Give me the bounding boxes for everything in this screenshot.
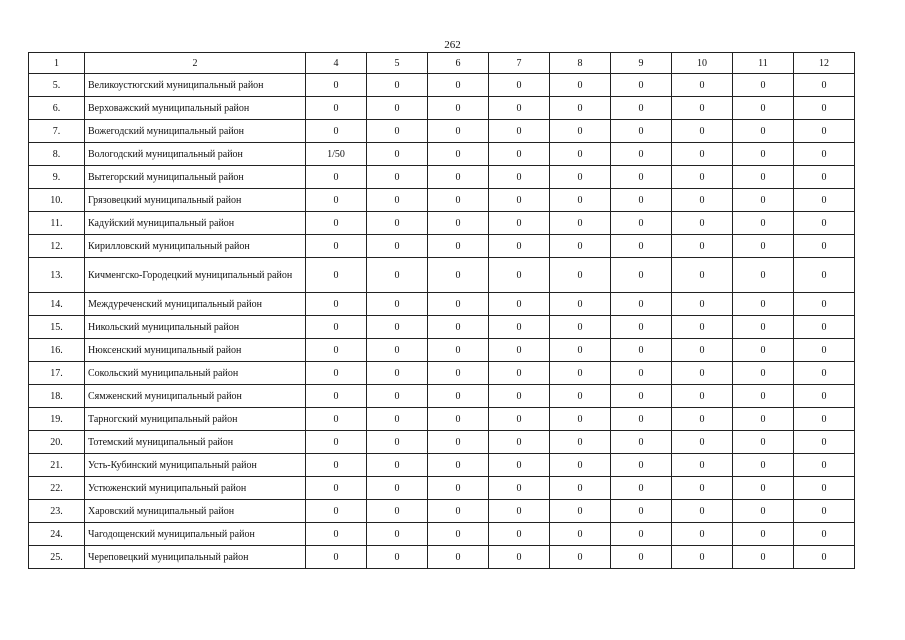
value-cell: 0 xyxy=(428,546,489,569)
column-header: 11 xyxy=(733,53,794,74)
value-cell: 0 xyxy=(672,523,733,546)
row-number: 20. xyxy=(29,431,85,454)
header-row xyxy=(29,53,855,74)
value-cell: 0 xyxy=(306,293,367,316)
row-number: 22. xyxy=(29,477,85,500)
value-cell: 0 xyxy=(367,500,428,523)
row-number: 6. xyxy=(29,97,85,120)
value-cell: 0 xyxy=(550,546,611,569)
row-number: 19. xyxy=(29,408,85,431)
value-cell: 0 xyxy=(550,431,611,454)
value-cell: 0 xyxy=(428,97,489,120)
district-name: Вытегорский муниципальный район xyxy=(85,166,306,189)
value-cell: 0 xyxy=(428,166,489,189)
value-cell: 0 xyxy=(306,500,367,523)
table-row xyxy=(29,339,855,362)
value-cell: 0 xyxy=(306,546,367,569)
value-cell: 0 xyxy=(550,143,611,166)
row-number: 10. xyxy=(29,189,85,212)
district-table xyxy=(28,52,855,569)
district-name: Нюксенский муниципальный район xyxy=(85,339,306,362)
value-cell: 0 xyxy=(794,212,855,235)
value-cell: 0 xyxy=(733,431,794,454)
value-cell: 0 xyxy=(489,523,550,546)
value-cell: 0 xyxy=(672,143,733,166)
row-number: 9. xyxy=(29,166,85,189)
value-cell: 0 xyxy=(489,74,550,97)
column-header: 7 xyxy=(489,53,550,74)
value-cell: 0 xyxy=(428,362,489,385)
value-cell: 0 xyxy=(306,189,367,212)
table-row xyxy=(29,166,855,189)
value-cell: 0 xyxy=(611,431,672,454)
row-number: 24. xyxy=(29,523,85,546)
value-cell: 0 xyxy=(733,523,794,546)
row-number: 15. xyxy=(29,316,85,339)
row-number: 25. xyxy=(29,546,85,569)
value-cell: 0 xyxy=(489,212,550,235)
value-cell: 0 xyxy=(672,212,733,235)
value-cell: 0 xyxy=(367,523,428,546)
row-number: 12. xyxy=(29,235,85,258)
value-cell: 0 xyxy=(550,235,611,258)
table-row xyxy=(29,120,855,143)
table-row xyxy=(29,293,855,316)
row-number: 13. xyxy=(29,258,85,293)
value-cell: 0 xyxy=(428,316,489,339)
value-cell: 0 xyxy=(489,546,550,569)
table-row xyxy=(29,408,855,431)
value-cell: 0 xyxy=(489,431,550,454)
value-cell: 0 xyxy=(489,120,550,143)
value-cell: 0 xyxy=(794,500,855,523)
row-number: 18. xyxy=(29,385,85,408)
value-cell: 0 xyxy=(611,293,672,316)
value-cell: 0 xyxy=(794,316,855,339)
value-cell: 0 xyxy=(733,454,794,477)
value-cell: 0 xyxy=(611,523,672,546)
value-cell: 0 xyxy=(611,316,672,339)
value-cell: 0 xyxy=(672,408,733,431)
value-cell: 0 xyxy=(794,235,855,258)
value-cell: 0 xyxy=(306,258,367,293)
value-cell: 0 xyxy=(672,258,733,293)
column-header: 4 xyxy=(306,53,367,74)
value-cell: 0 xyxy=(733,235,794,258)
row-number: 8. xyxy=(29,143,85,166)
value-cell: 0 xyxy=(733,97,794,120)
district-name: Череповецкий муниципальный район xyxy=(85,546,306,569)
value-cell: 0 xyxy=(489,408,550,431)
value-cell: 0 xyxy=(550,454,611,477)
value-cell: 0 xyxy=(367,212,428,235)
value-cell: 0 xyxy=(550,166,611,189)
column-header: 5 xyxy=(367,53,428,74)
district-name: Усть-Кубинский муниципальный район xyxy=(85,454,306,477)
table-row xyxy=(29,546,855,569)
row-number: 5. xyxy=(29,74,85,97)
value-cell: 0 xyxy=(672,166,733,189)
value-cell: 0 xyxy=(611,189,672,212)
value-cell: 0 xyxy=(306,339,367,362)
table-row xyxy=(29,74,855,97)
column-header: 9 xyxy=(611,53,672,74)
value-cell: 0 xyxy=(611,258,672,293)
column-header: 12 xyxy=(794,53,855,74)
district-name: Сямженский муниципальный район xyxy=(85,385,306,408)
value-cell: 0 xyxy=(611,339,672,362)
value-cell: 0 xyxy=(489,339,550,362)
value-cell: 0 xyxy=(733,546,794,569)
value-cell: 0 xyxy=(672,316,733,339)
value-cell: 0 xyxy=(306,477,367,500)
value-cell: 0 xyxy=(489,258,550,293)
district-name: Чагодощенский муниципальный район xyxy=(85,523,306,546)
value-cell: 0 xyxy=(367,339,428,362)
district-name: Вологодский муниципальный район xyxy=(85,143,306,166)
value-cell: 0 xyxy=(367,74,428,97)
value-cell: 0 xyxy=(550,523,611,546)
value-cell: 0 xyxy=(428,74,489,97)
value-cell: 0 xyxy=(672,120,733,143)
table-body xyxy=(29,53,855,569)
value-cell: 0 xyxy=(611,546,672,569)
value-cell: 0 xyxy=(489,189,550,212)
value-cell: 0 xyxy=(428,143,489,166)
value-cell: 0 xyxy=(428,339,489,362)
value-cell: 0 xyxy=(611,454,672,477)
value-cell: 0 xyxy=(489,166,550,189)
value-cell: 0 xyxy=(550,212,611,235)
value-cell: 0 xyxy=(367,546,428,569)
value-cell: 0 xyxy=(611,74,672,97)
value-cell: 0 xyxy=(672,431,733,454)
value-cell: 0 xyxy=(489,385,550,408)
row-number: 21. xyxy=(29,454,85,477)
value-cell: 0 xyxy=(428,258,489,293)
value-cell: 0 xyxy=(367,431,428,454)
value-cell: 0 xyxy=(794,523,855,546)
value-cell: 0 xyxy=(428,212,489,235)
value-cell: 0 xyxy=(306,362,367,385)
row-number: 16. xyxy=(29,339,85,362)
value-cell: 0 xyxy=(733,120,794,143)
value-cell: 0 xyxy=(733,143,794,166)
table-row xyxy=(29,477,855,500)
table-row xyxy=(29,189,855,212)
value-cell: 0 xyxy=(550,362,611,385)
value-cell: 0 xyxy=(306,97,367,120)
value-cell: 0 xyxy=(489,500,550,523)
table-row xyxy=(29,212,855,235)
value-cell: 0 xyxy=(672,97,733,120)
value-cell: 0 xyxy=(306,212,367,235)
value-cell: 0 xyxy=(733,362,794,385)
value-cell: 0 xyxy=(611,362,672,385)
table-row xyxy=(29,454,855,477)
value-cell: 0 xyxy=(550,385,611,408)
table-row xyxy=(29,523,855,546)
value-cell: 0 xyxy=(733,408,794,431)
district-name: Верховажский муниципальный район xyxy=(85,97,306,120)
value-cell: 0 xyxy=(489,316,550,339)
value-cell: 0 xyxy=(611,97,672,120)
value-cell: 0 xyxy=(794,258,855,293)
value-cell: 0 xyxy=(367,293,428,316)
value-cell: 0 xyxy=(367,97,428,120)
value-cell: 0 xyxy=(550,74,611,97)
value-cell: 0 xyxy=(733,189,794,212)
page-number: 262 xyxy=(444,39,461,51)
value-cell: 0 xyxy=(794,477,855,500)
table-row xyxy=(29,258,855,293)
value-cell: 0 xyxy=(428,235,489,258)
value-cell: 0 xyxy=(550,120,611,143)
value-cell: 0 xyxy=(367,235,428,258)
district-name: Вожегодский муниципальный район xyxy=(85,120,306,143)
value-cell: 0 xyxy=(428,120,489,143)
column-header: 8 xyxy=(550,53,611,74)
value-cell: 0 xyxy=(794,189,855,212)
district-name: Харовский муниципальный район xyxy=(85,500,306,523)
value-cell: 0 xyxy=(794,97,855,120)
district-name: Никольский муниципальный район xyxy=(85,316,306,339)
table-row xyxy=(29,500,855,523)
table-row xyxy=(29,431,855,454)
column-header: 2 xyxy=(85,53,306,74)
value-cell: 0 xyxy=(672,339,733,362)
value-cell: 0 xyxy=(611,120,672,143)
value-cell: 0 xyxy=(306,74,367,97)
district-name: Грязовецкий муниципальный район xyxy=(85,189,306,212)
district-name: Устюженский муниципальный район xyxy=(85,477,306,500)
value-cell: 0 xyxy=(367,316,428,339)
value-cell: 0 xyxy=(428,189,489,212)
value-cell: 0 xyxy=(794,454,855,477)
value-cell: 0 xyxy=(550,316,611,339)
district-name: Кичменгско-Городецкий муниципальный район xyxy=(85,258,306,293)
value-cell: 0 xyxy=(611,143,672,166)
value-cell: 0 xyxy=(794,293,855,316)
value-cell: 0 xyxy=(489,143,550,166)
value-cell: 0 xyxy=(306,408,367,431)
value-cell: 0 xyxy=(672,477,733,500)
row-number: 23. xyxy=(29,500,85,523)
row-number: 11. xyxy=(29,212,85,235)
value-cell: 0 xyxy=(306,454,367,477)
value-cell: 1/50 xyxy=(306,143,367,166)
value-cell: 0 xyxy=(672,500,733,523)
district-name: Кадуйский муниципальный район xyxy=(85,212,306,235)
column-header: 6 xyxy=(428,53,489,74)
value-cell: 0 xyxy=(794,74,855,97)
value-cell: 0 xyxy=(672,385,733,408)
value-cell: 0 xyxy=(611,212,672,235)
value-cell: 0 xyxy=(672,362,733,385)
value-cell: 0 xyxy=(550,477,611,500)
value-cell: 0 xyxy=(306,120,367,143)
value-cell: 0 xyxy=(672,189,733,212)
value-cell: 0 xyxy=(428,477,489,500)
value-cell: 0 xyxy=(550,258,611,293)
value-cell: 0 xyxy=(489,293,550,316)
value-cell: 0 xyxy=(306,431,367,454)
value-cell: 0 xyxy=(306,316,367,339)
value-cell: 0 xyxy=(306,235,367,258)
value-cell: 0 xyxy=(550,97,611,120)
value-cell: 0 xyxy=(611,477,672,500)
value-cell: 0 xyxy=(367,143,428,166)
value-cell: 0 xyxy=(489,97,550,120)
value-cell: 0 xyxy=(733,339,794,362)
value-cell: 0 xyxy=(489,454,550,477)
district-name: Тарногский муниципальный район xyxy=(85,408,306,431)
row-number: 14. xyxy=(29,293,85,316)
value-cell: 0 xyxy=(428,293,489,316)
district-name: Тотемский муниципальный район xyxy=(85,431,306,454)
value-cell: 0 xyxy=(428,500,489,523)
district-name: Кирилловский муниципальный район xyxy=(85,235,306,258)
table-row xyxy=(29,97,855,120)
value-cell: 0 xyxy=(672,454,733,477)
value-cell: 0 xyxy=(428,385,489,408)
value-cell: 0 xyxy=(733,212,794,235)
value-cell: 0 xyxy=(550,339,611,362)
table-row xyxy=(29,316,855,339)
value-cell: 0 xyxy=(611,385,672,408)
value-cell: 0 xyxy=(550,293,611,316)
value-cell: 0 xyxy=(794,143,855,166)
district-name: Сокольский муниципальный район xyxy=(85,362,306,385)
district-name: Великоустюгский муниципальный район xyxy=(85,74,306,97)
value-cell: 0 xyxy=(611,166,672,189)
value-cell: 0 xyxy=(489,235,550,258)
value-cell: 0 xyxy=(367,408,428,431)
value-cell: 0 xyxy=(794,408,855,431)
value-cell: 0 xyxy=(794,166,855,189)
value-cell: 0 xyxy=(367,477,428,500)
value-cell: 0 xyxy=(794,362,855,385)
value-cell: 0 xyxy=(367,362,428,385)
value-cell: 0 xyxy=(733,316,794,339)
value-cell: 0 xyxy=(672,74,733,97)
value-cell: 0 xyxy=(306,523,367,546)
value-cell: 0 xyxy=(733,477,794,500)
value-cell: 0 xyxy=(306,385,367,408)
value-cell: 0 xyxy=(550,500,611,523)
value-cell: 0 xyxy=(733,74,794,97)
value-cell: 0 xyxy=(367,385,428,408)
value-cell: 0 xyxy=(550,189,611,212)
value-cell: 0 xyxy=(428,523,489,546)
value-cell: 0 xyxy=(367,454,428,477)
value-cell: 0 xyxy=(489,362,550,385)
table-row xyxy=(29,362,855,385)
table-row xyxy=(29,235,855,258)
value-cell: 0 xyxy=(733,166,794,189)
value-cell: 0 xyxy=(672,546,733,569)
value-cell: 0 xyxy=(794,431,855,454)
value-cell: 0 xyxy=(428,408,489,431)
value-cell: 0 xyxy=(428,431,489,454)
value-cell: 0 xyxy=(367,120,428,143)
value-cell: 0 xyxy=(794,120,855,143)
value-cell: 0 xyxy=(306,166,367,189)
value-cell: 0 xyxy=(794,385,855,408)
value-cell: 0 xyxy=(367,166,428,189)
value-cell: 0 xyxy=(794,339,855,362)
value-cell: 0 xyxy=(733,500,794,523)
value-cell: 0 xyxy=(611,235,672,258)
value-cell: 0 xyxy=(672,293,733,316)
row-number: 7. xyxy=(29,120,85,143)
value-cell: 0 xyxy=(550,408,611,431)
value-cell: 0 xyxy=(794,546,855,569)
value-cell: 0 xyxy=(733,293,794,316)
district-name: Междуреченский муниципальный район xyxy=(85,293,306,316)
value-cell: 0 xyxy=(428,454,489,477)
row-number: 17. xyxy=(29,362,85,385)
value-cell: 0 xyxy=(489,477,550,500)
value-cell: 0 xyxy=(367,189,428,212)
column-header: 10 xyxy=(672,53,733,74)
column-header: 1 xyxy=(29,53,85,74)
table-row xyxy=(29,385,855,408)
value-cell: 0 xyxy=(733,385,794,408)
value-cell: 0 xyxy=(367,258,428,293)
value-cell: 0 xyxy=(611,500,672,523)
value-cell: 0 xyxy=(611,408,672,431)
value-cell: 0 xyxy=(733,258,794,293)
value-cell: 0 xyxy=(672,235,733,258)
table-row xyxy=(29,143,855,166)
